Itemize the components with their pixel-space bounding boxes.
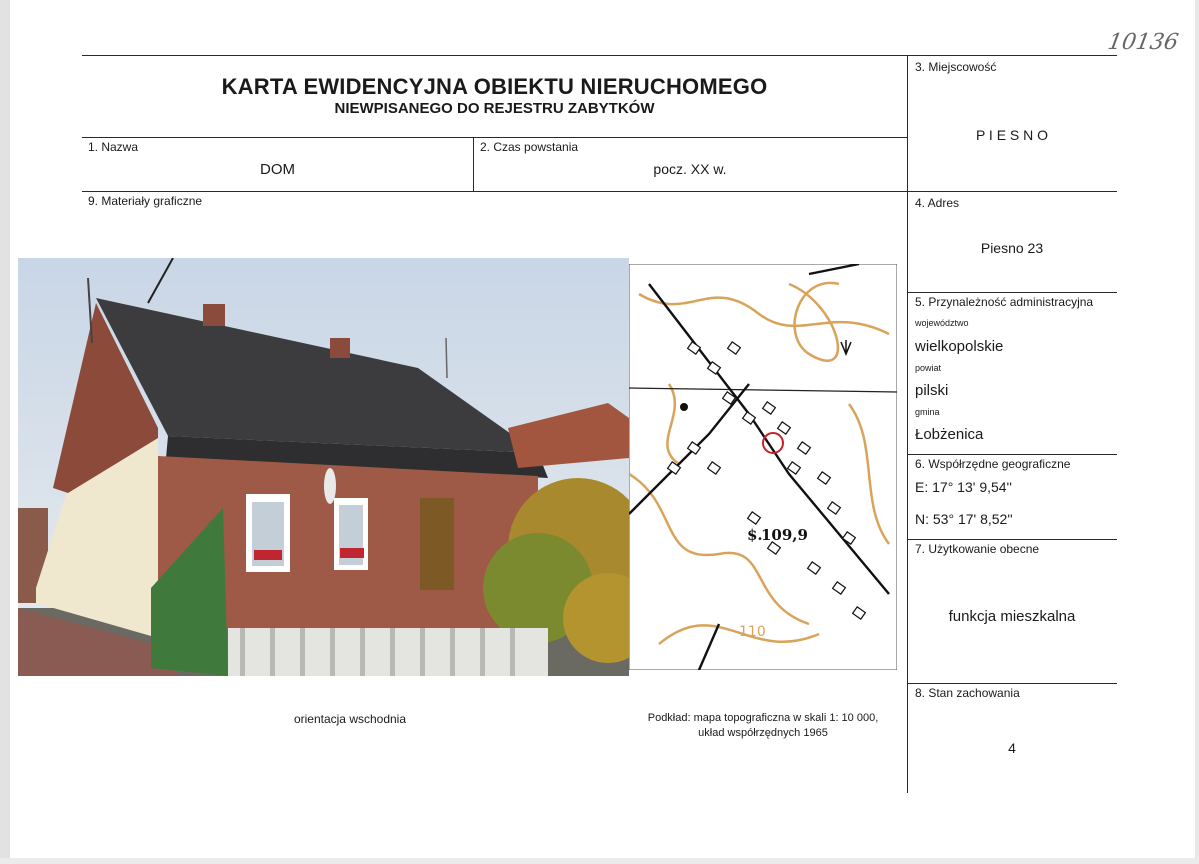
rule-use-bottom [907,683,1117,684]
svg-text:$.: $. [747,526,763,544]
card-subtitle: NIEWPISANEGO DO REJESTRU ZABYTKÓW [334,100,655,117]
date-value: pocz. XX w. [653,161,727,177]
house-photo [18,258,629,676]
rule-title-bottom [82,137,907,138]
topographic-map [629,264,897,670]
rule-admin-bottom [907,454,1117,455]
coordinates-label: 6. Współrzędne geograficzne [915,457,1071,471]
coordinate-east: E: 17° 13' 9,54'' [915,479,1012,495]
scan-edge-bottom [0,858,1199,864]
scan-edge-right [1195,0,1199,864]
condition-value: 4 [1008,740,1016,756]
map-contour-label: 110 [739,624,766,640]
graphics-label: 9. Materiały graficzne [88,194,203,208]
county-value: pilski [915,382,949,399]
inventory-number: 10136 [1105,30,1181,55]
name-value: DOM [260,161,295,178]
locality-value: P I E S N O [975,127,1049,143]
card-title: KARTA EWIDENCYJNA OBIEKTU NIERUCHOMEGO [221,74,768,99]
coordinate-north: N: 53° 17' 8,52'' [915,511,1013,527]
current-use-label: 7. Użytkowanie obecne [915,542,1040,556]
map-caption-line1: Podkład: mapa topograficzna w skali 1: 10 000, [647,712,879,724]
admin-label: 5. Przynależność administracyjna [915,295,1094,309]
rule-right-column [907,55,908,793]
voivodeship-value: wielkopolskie [915,338,1004,355]
commune-label: gmina [915,407,940,417]
county-label: powiat [915,363,942,373]
commune-value: Łobżenica [915,426,984,443]
rule-row1-bottom [82,191,1117,192]
rule-top [82,55,1117,56]
voivodeship-label: województwo [915,318,969,328]
name-label: 1. Nazwa [88,140,139,154]
scan-edge-left [0,0,10,864]
rule-address-bottom [907,292,1117,293]
photo-caption: orientacja wschodnia [293,712,407,726]
rule-coords-bottom [907,539,1117,540]
map-caption-line2: układ współrzędnych 1965 [698,727,828,739]
locality-label: 3. Miejscowość [915,60,997,74]
current-use-value: funkcja mieszkalna [948,608,1076,625]
map-elevation-label: 109,9 [761,526,808,544]
address-value: Piesno 23 [980,240,1044,256]
date-label: 2. Czas powstania [480,140,579,154]
address-label: 4. Adres [915,196,960,210]
condition-label: 8. Stan zachowania [915,686,1020,700]
